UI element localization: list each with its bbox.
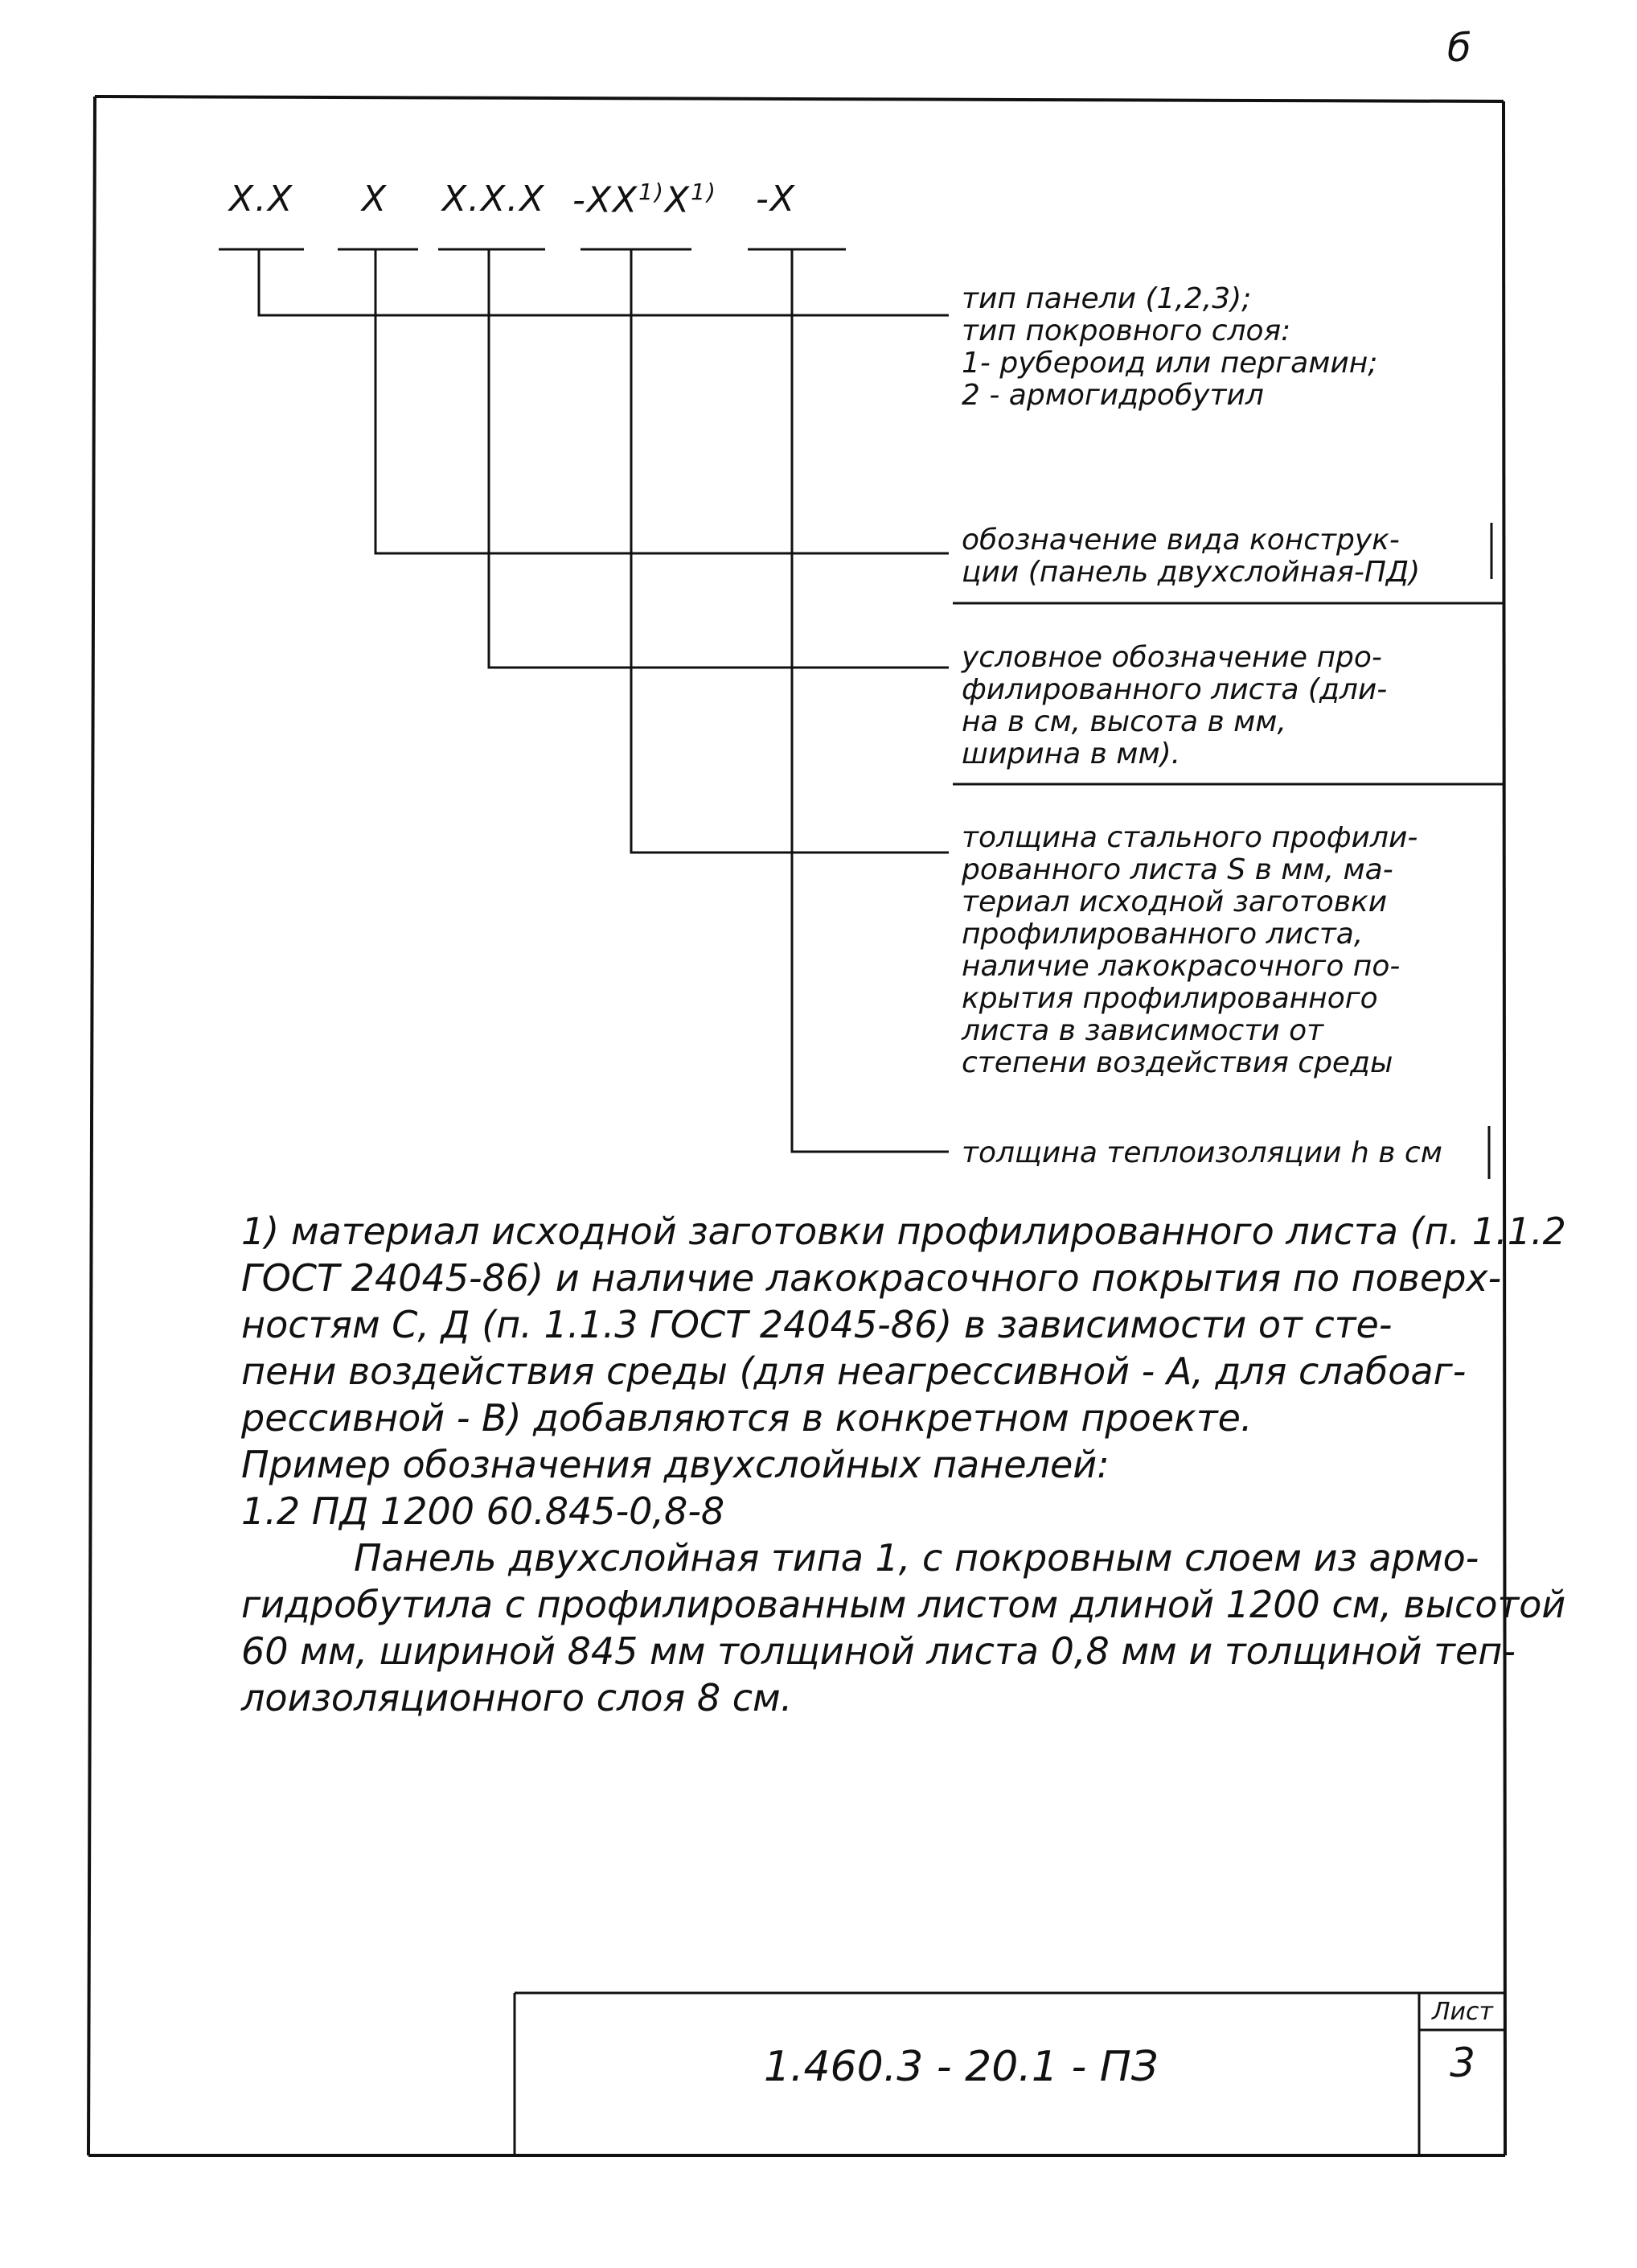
footnote-body	[241, 1208, 1566, 1721]
note-sheet-thickness	[962, 822, 1418, 1079]
note-line: рованного листа S в мм, ма-	[962, 853, 1393, 886]
code-part-3: Х.Х.Х	[442, 179, 546, 220]
body-line: Пример обозначения двухслойных панелей:	[241, 1443, 1110, 1486]
code-part-5: -Х	[756, 179, 797, 220]
body-line: ностям С, Д (п. 1.1.3 ГОСТ 24045-86) в зависимости от сте-	[241, 1303, 1393, 1346]
note-line: на в см, высота в мм,	[962, 705, 1286, 738]
note-line: 1- рубероид или пергамин;	[962, 347, 1378, 380]
body-line: лоизоляционного слоя 8 см.	[241, 1676, 793, 1719]
leader-2	[375, 249, 949, 553]
note-line: толщина теплоизоляции h в см	[962, 1136, 1442, 1169]
note-line: условное обозначение про-	[962, 641, 1382, 674]
note-profiled-sheet	[962, 642, 1387, 770]
leader-1	[259, 249, 949, 315]
body-line: 1.2 ПД 1200 60.845-0,8-8	[241, 1489, 725, 1533]
note-line: териал исходной заготовки	[962, 885, 1388, 918]
leader-3	[489, 249, 949, 668]
code-part-2: Х	[362, 179, 388, 220]
code-part-1: Х.Х	[229, 179, 294, 220]
code-part-4b: Х	[664, 179, 691, 221]
note-line: ции (панель двухслойная-ПД)	[962, 556, 1421, 589]
document-cipher: 1.460.3 - 20.1 - ПЗ	[763, 2043, 1159, 2091]
note-line: тип покровного слоя:	[962, 314, 1291, 347]
note-line: степени воздействия среды	[962, 1046, 1393, 1079]
body-line: ГОСТ 24045-86) и наличие лакокрасочного покрытия по поверх-	[241, 1256, 1502, 1300]
body-line: пени воздействия среды (для неагрессивной - А, для слабоаг-	[241, 1350, 1467, 1393]
body-line: Панель двухслойная типа 1, с покровным слоем из армо-	[354, 1536, 1479, 1580]
body-line: 60 мм, шириной 845 мм толщиной листа 0,8 мм и толщиной теп-	[241, 1629, 1516, 1673]
note-line: профилированного листа,	[962, 918, 1364, 951]
code-sup-1: 1)	[638, 179, 665, 205]
page-mark: б	[1447, 26, 1471, 71]
body-line: 1) материал исходной заготовки профилированного листа (п. 1.1.2	[241, 1210, 1566, 1253]
note-line: тип панели (1,2,3);	[962, 282, 1252, 315]
frame-top	[95, 97, 1504, 101]
note-insulation-thickness	[962, 1137, 1442, 1169]
note-panel-type	[962, 283, 1377, 412]
code-sup-2: 1)	[691, 179, 717, 205]
body-line: рессивной - В) добавляются в конкретном проекте.	[241, 1396, 1253, 1440]
leader-4	[631, 249, 949, 853]
frame-left	[88, 97, 95, 2155]
code-part-4	[572, 179, 717, 221]
note-line: филированного листа (дли-	[962, 673, 1388, 706]
note-line: обозначение вида конструк-	[962, 524, 1400, 557]
note-line: наличие лакокрасочного по-	[962, 950, 1401, 983]
frame-right	[1504, 101, 1505, 2155]
note-line: крытия профилированного	[962, 982, 1378, 1015]
code-part-4a: -ХХ	[572, 179, 639, 221]
note-construction-type	[962, 524, 1420, 589]
body-line: гидробутила с профилированным листом длиной 1200 см, высотой	[241, 1583, 1566, 1626]
leader-5	[792, 249, 949, 1152]
note-line: листа в зависимости от	[962, 1014, 1324, 1047]
sheet-number: 3	[1450, 2040, 1475, 2086]
note-line: толщина стального профили-	[962, 821, 1418, 854]
note-line: 2 - армогидробутил	[962, 379, 1264, 412]
note-line: ширина в мм).	[962, 738, 1181, 770]
sheet-label: Лист	[1431, 1998, 1494, 2026]
